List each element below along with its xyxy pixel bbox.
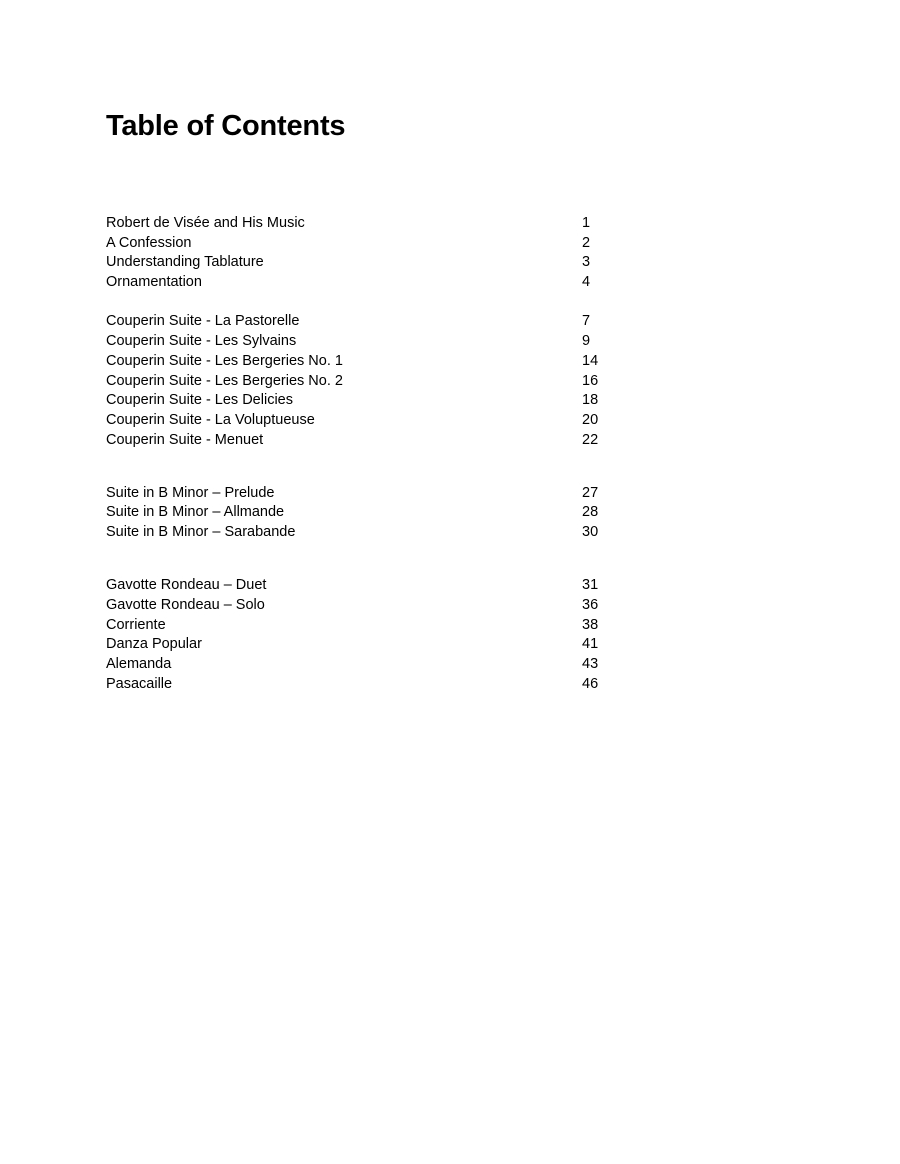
toc-entry-page-number: 3 [582,254,591,271]
toc-entry-title: Ornamentation [106,274,202,291]
toc-group [106,312,626,450]
toc-entry-page-number: 20 [582,411,599,428]
toc-entry [106,616,626,636]
toc-entry-title: Suite in B Minor – Prelude [106,484,275,501]
toc-entry-title: Pasacaille [106,675,173,692]
toc-entry-page-number: 4 [582,274,591,291]
toc-entry-title: Couperin Suite - Les Bergeries No. 2 [106,372,343,389]
toc-entry [106,596,626,616]
toc-entry-page-number: 14 [582,352,599,369]
toc-entry-page-number: 27 [582,484,599,501]
toc-entry [106,484,626,504]
toc-entry-page-number: 38 [582,616,599,633]
toc-entry-page-number: 22 [582,431,599,448]
toc-entry-title: Gavotte Rondeau – Duet [106,577,267,594]
toc-entry [106,332,626,352]
toc-entry [106,391,626,411]
toc-entry-title: Couperin Suite - Les Delicies [106,392,293,409]
toc-entry [106,411,626,431]
toc-group [106,576,626,694]
toc-entry [106,503,626,523]
toc-entry [106,273,626,293]
toc-entry-title: Understanding Tablature [106,254,264,271]
toc-entry [106,312,626,332]
toc-entry-title: Couperin Suite - Les Bergeries No. 1 [106,352,343,369]
toc-entry [106,655,626,675]
toc-entry-page-number: 36 [582,597,599,613]
toc-group [106,484,626,543]
toc-entry [106,253,626,273]
toc-entry [106,234,626,254]
toc-entry-title: Couperin Suite - La Voluptueuse [106,411,315,428]
toc-entry-title: Gavotte Rondeau – Solo [106,597,265,613]
toc-entry-title: Couperin Suite - La Pastorelle [106,313,300,330]
toc-entry-page-number: 43 [582,656,599,673]
toc-entry-title: Danza Popular [106,636,202,653]
page-title: Table of Contents [106,110,346,142]
toc-entry [106,675,626,695]
toc-entry-page-number: 31 [582,577,599,594]
toc-entry-title: Suite in B Minor – Allmande [106,504,285,521]
toc-entry [106,635,626,655]
toc-entry-title: Couperin Suite - Les Sylvains [106,333,297,350]
toc-entry [106,372,626,392]
toc-entry-page-number: 1 [582,215,591,231]
toc-entry [106,431,626,451]
toc-entry-page-number: 16 [582,372,599,389]
toc-entry-page-number: 28 [582,504,599,521]
toc-entry-page-number: 46 [582,675,599,692]
toc-entry [106,214,626,234]
toc-entry-title: Corriente [106,616,166,633]
toc-group [106,214,626,293]
toc-entry-page-number: 9 [582,333,591,350]
toc-entry-page-number: 18 [582,392,599,409]
toc-entry-title: Couperin Suite - Menuet [106,431,264,448]
toc-entry-title: Suite in B Minor – Sarabande [106,524,296,541]
toc-entry-page-number: 2 [582,234,591,251]
toc-entry [106,576,626,596]
toc-entry-page-number: 7 [582,313,591,330]
table-of-contents [106,214,626,694]
toc-entry [106,523,626,543]
toc-entry-title: Alemanda [106,656,172,673]
toc-entry [106,352,626,372]
toc-entry-title: A Confession [106,234,192,251]
toc-entry-page-number: 30 [582,524,599,541]
toc-entry-page-number: 41 [582,636,599,653]
toc-entry-title: Robert de Visée and His Music [106,215,305,231]
